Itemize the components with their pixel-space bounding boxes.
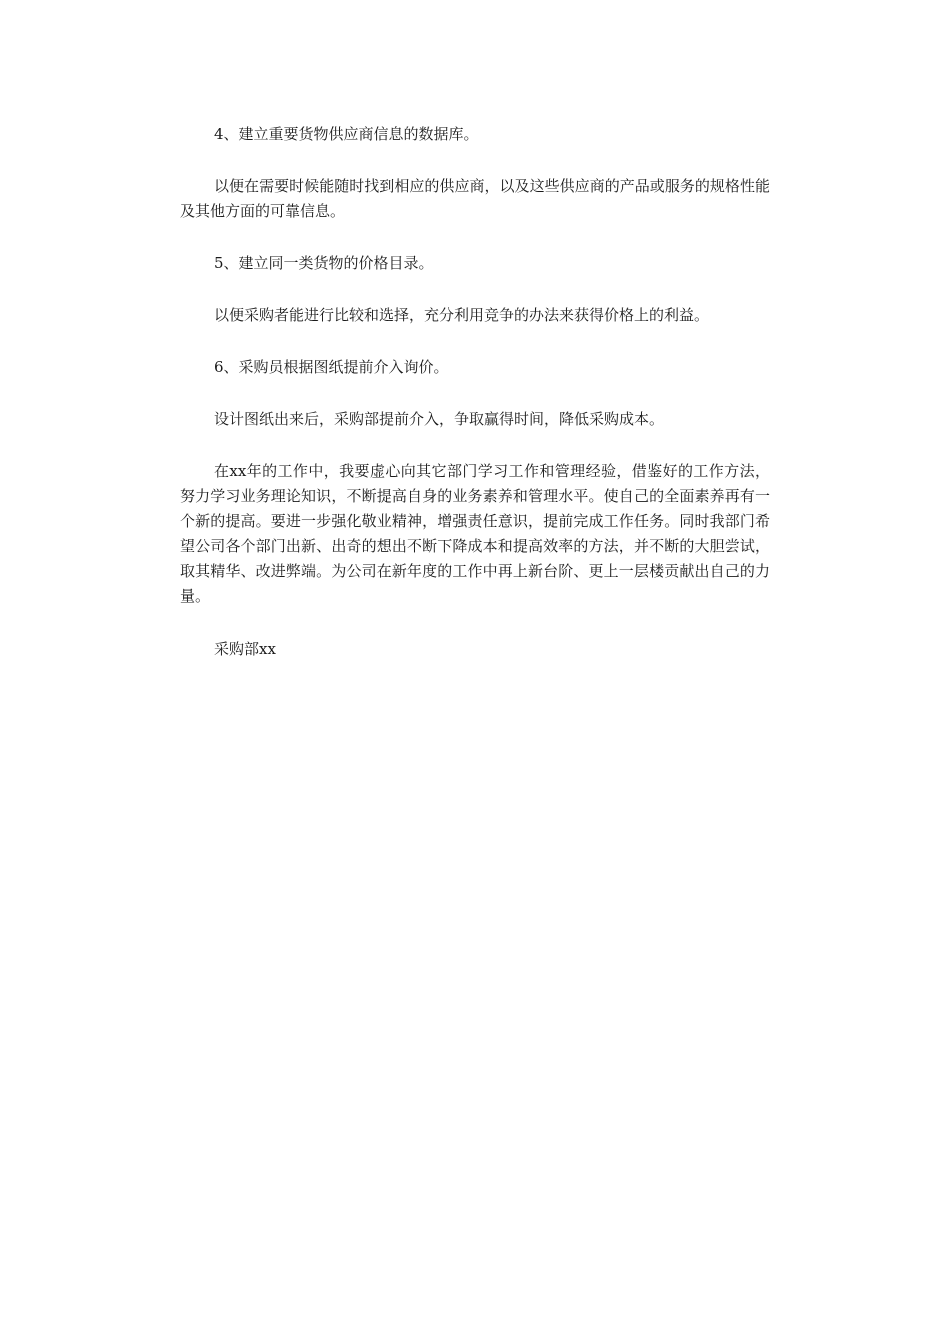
document-body (180, 122, 770, 662)
paragraph-summary: 在xx年的工作中，我要虚心向其它部门学习工作和管理经验，借鉴好的工作方法，努力学习业务理论知识，不断提高自身的业务素养和管理水平。使自己的全面素养再有一个新的提高。要进一步强化敬业精神，增强责任意识，提前完成工作任务。同时我部门希望公司各个部门出新、出奇的想出不断下降成本和提高效率的方法，并不断的大胆尝试，取其精华、改进弊端。为公司在新年度的工作中再上新台阶、更上一层楼贡献出自己的力量。 (180, 462, 770, 605)
signature: 采购部xx (214, 640, 276, 658)
paragraph-item-4-detail: 以便在需要时候能随时找到相应的供应商，以及这些供应商的产品或服务的规格性能及其他方面的可靠信息。 (180, 177, 770, 220)
paragraph-item-5-heading: 5、建立同一类货物的价格目录。 (214, 254, 434, 272)
paragraph-item-5-detail: 以便采购者能进行比较和选择，充分利用竞争的办法来获得价格上的利益。 (214, 306, 710, 324)
paragraph-item-4-heading: 4、建立重要货物供应商信息的数据库。 (214, 125, 479, 143)
paragraph-item-6-detail: 设计图纸出来后，采购部提前介入，争取赢得时间，降低采购成本。 (214, 410, 665, 428)
paragraph-item-6-heading: 6、采购员根据图纸提前介入询价。 (214, 358, 449, 376)
